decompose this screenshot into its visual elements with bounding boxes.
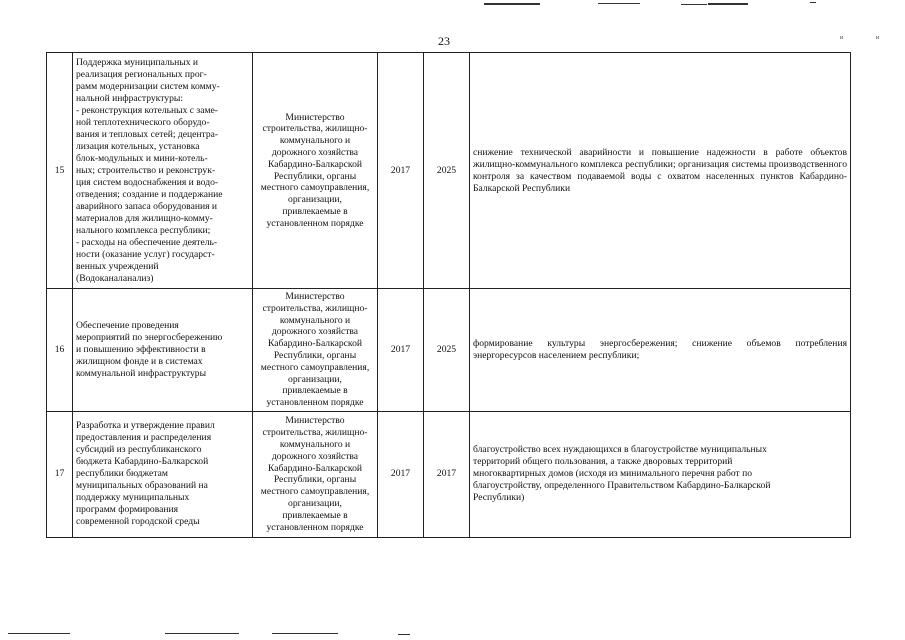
scan-mark [810, 2, 816, 3]
start-year-cell: 2017 [378, 289, 424, 412]
row-number: 17 [47, 411, 73, 537]
scan-mark [272, 633, 338, 634]
row-number: 15 [47, 53, 73, 289]
scan-mark [484, 3, 540, 5]
row-number: 16 [47, 289, 73, 412]
start-year-cell: 2017 [378, 53, 424, 289]
end-year-cell: 2025 [424, 289, 470, 412]
scan-mark [708, 3, 748, 5]
corner-mark: и [840, 35, 844, 41]
scan-mark [8, 633, 70, 634]
end-year-cell: 2017 [424, 411, 470, 537]
program-measures-table [46, 52, 851, 538]
scan-mark [681, 4, 707, 5]
table-row [47, 411, 851, 537]
measure-cell: Разработка и утверждение правил предоставления и распределения субсидий из республиканского бюджета Кабардино-Балкарской республики бюджетам муниципальных образований на поддержку муниципальных программ формирования современной городской среды [73, 411, 253, 537]
expected-result-cell: благоустройство всех нуждающихся в благоустройстве муниципальных территорий общего пользования, а также дворовых территорий многоквартирных домов (исходя из минимального перечня работ по благоустройству, определенного Правительством Кабардино-Балкарской Республики) [470, 411, 851, 537]
measure-cell: Обеспечение проведения мероприятий по энергосбережению и повышению эффективности в жилищном фонде и в системах коммунальной инфраструктуры [73, 289, 253, 412]
expected-result-cell: формирование культуры энергосбережения; снижение объемов потребления энергоресурсов населением республики; [470, 289, 851, 412]
scan-mark [598, 3, 640, 4]
executor-cell: Министерство строительства, жилищно- коммунального и дорожного хозяйства Кабардино-Балкарской Республики, органы местного самоуправления, организации, привлекаемые в установленном порядке [253, 289, 378, 412]
table-row [47, 289, 851, 412]
start-year-cell: 2017 [378, 411, 424, 537]
corner-mark: и [876, 35, 880, 41]
scan-mark [165, 633, 239, 634]
expected-result-cell: снижение технической аварийности и повышение надежности в работе объектов жилищно-коммунального комплекса республики; организация системы производственного контроля за качеством подаваемой воды с охватом населенных пунктов Кабардино-Балкарской Республики [470, 53, 851, 289]
scan-mark [398, 634, 410, 635]
executor-cell: Министерство строительства, жилищно- коммунального и дорожного хозяйства Кабардино-Балкарской Республики, органы местного самоуправления, организации, привлекаемые в установленном порядке [253, 53, 378, 289]
end-year-cell: 2025 [424, 53, 470, 289]
page-number: 23 [438, 34, 450, 48]
executor-cell: Министерство строительства, жилищно- коммунального и дорожного хозяйства Кабардино-Балкарской Республики, органы местного самоуправления, организации, привлекаемые в установленном порядке [253, 411, 378, 537]
measure-cell: Поддержка муниципальных и реализация региональных прог- рамм модернизации систем комму- нальной инфраструктуры: - реконструкция котельных с заме- ной теплотехнического оборудо- вания и тепловых сетей; децентра- лизация котельных, установка блок-модульных и мини-котель- ных; строительство и реконструк- ция систем водоснабжения и водо- отведения; создание и поддержание аварийного запаса оборудования и материалов для жилищно-комму- нального комплекса республики; - расходы на обеспечение деятель- ности (оказание услуг) государст- венных учреждений (Водоканаланализ) [73, 53, 253, 289]
table-row [47, 53, 851, 289]
